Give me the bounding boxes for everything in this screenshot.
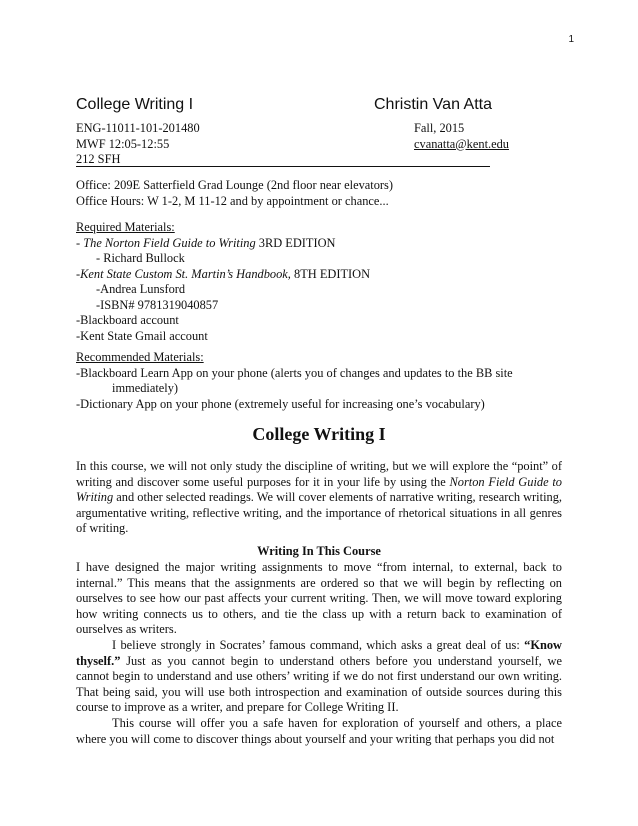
book-title: Norton Field Guide to Writing: [76, 474, 562, 505]
term: Fall, 2015: [414, 121, 465, 135]
required-heading: Required Materials:: [76, 220, 175, 234]
paragraph-text: Just as you cannot begin to understand others before you understand yourself, we cannot begin to understand and use others’ writing if we do not first understand our own writing. That being said, you will use both introspection and examination of outside sources during this course to improve as a writer, and prepare for College Writing II.: [76, 653, 562, 715]
paragraph: I have designed the major writing assignments to move “from internal, to external, back to internal.” This means that the assignments are ordered so that we will begin by reflecting on ourselves to see how our past affects your current writing. Then, we will move toward exploring how writing connects us to others, and tie the class up with a return back to examination of ourselves as writers.: [76, 560, 562, 637]
list-item: [76, 236, 562, 252]
instructor-name: Christin Van Atta: [374, 96, 492, 113]
list-item: -Blackboard Learn App on your phone (alerts you of changes and updates to the BB site: [76, 365, 513, 380]
recommended-materials: [76, 350, 562, 412]
schedule-row: [76, 137, 562, 153]
list-item: -Dictionary App on your phone (extremely useful for increasing one’s vocabulary): [76, 396, 485, 411]
list-item-prefix: -: [76, 235, 84, 250]
course-info: [76, 121, 562, 167]
list-item: [76, 267, 562, 283]
office-hours: Office Hours: W 1-2, M 11-12 and by appointment or chance...: [76, 193, 389, 208]
email-link[interactable]: cvanatta@kent.edu: [414, 136, 510, 151]
office-info: [76, 178, 562, 209]
list-item-suffix: 3RD EDITION: [255, 235, 336, 250]
office-location: Office: 209E Satterfield Grad Lounge (2nd floor near elevators): [76, 178, 393, 192]
paragraph: This course will offer you a safe haven for exploration of yourself and others, a place where you will come to discover things about yourself and your writing that perhaps you did not: [76, 715, 562, 746]
main-heading: College Writing I: [252, 424, 386, 444]
section-body: [76, 560, 562, 747]
schedule: MWF 12:05-12:55: [76, 136, 170, 151]
list-item: -Blackboard account: [76, 313, 179, 327]
list-item: -ISBN# 9781319040857: [96, 297, 219, 312]
course-title: College Writing I: [76, 96, 194, 113]
required-materials: [76, 220, 562, 344]
room: 212 SFH: [76, 152, 121, 166]
intro-text: and other selected readings. We will cover elements of narrative writing, research writing, argumentative writing, reflective writing, and the importance of rhetorical situations in all genres of writing.: [76, 490, 562, 536]
intro-paragraph: [76, 459, 562, 537]
book-title: The Norton Field Guide to Writing: [83, 235, 256, 250]
room-row: [76, 152, 490, 167]
list-item-prefix: -: [76, 266, 81, 281]
intro-text: In this course, we will not only study the discipline of writing, but we will explore the “point” of writing and discover some useful purposes for it in your life by using the: [76, 459, 562, 489]
course-code: ENG-11011-101-201480: [76, 121, 200, 135]
list-item: -Kent State Gmail account: [76, 328, 208, 343]
section-heading: Writing In This Course: [257, 544, 381, 558]
recommended-heading: Recommended Materials:: [76, 350, 204, 364]
document-title-row: [76, 96, 562, 116]
list-item: -Andrea Lunsford: [96, 282, 186, 296]
paragraph: [76, 638, 562, 716]
book-title: Kent State Custom St. Martin’s Handbook,: [80, 266, 291, 281]
course-code-row: [76, 121, 562, 137]
page-number: 1: [568, 34, 574, 45]
list-item-suffix: 8TH EDITION: [290, 266, 371, 281]
emphasis: “Know thyself.”: [76, 637, 562, 668]
list-item: - Richard Bullock: [96, 251, 185, 265]
paragraph-text: I believe strongly in Socrates’ famous command, which asks a great deal of us:: [112, 637, 525, 652]
list-item-continuation: immediately): [112, 381, 179, 395]
